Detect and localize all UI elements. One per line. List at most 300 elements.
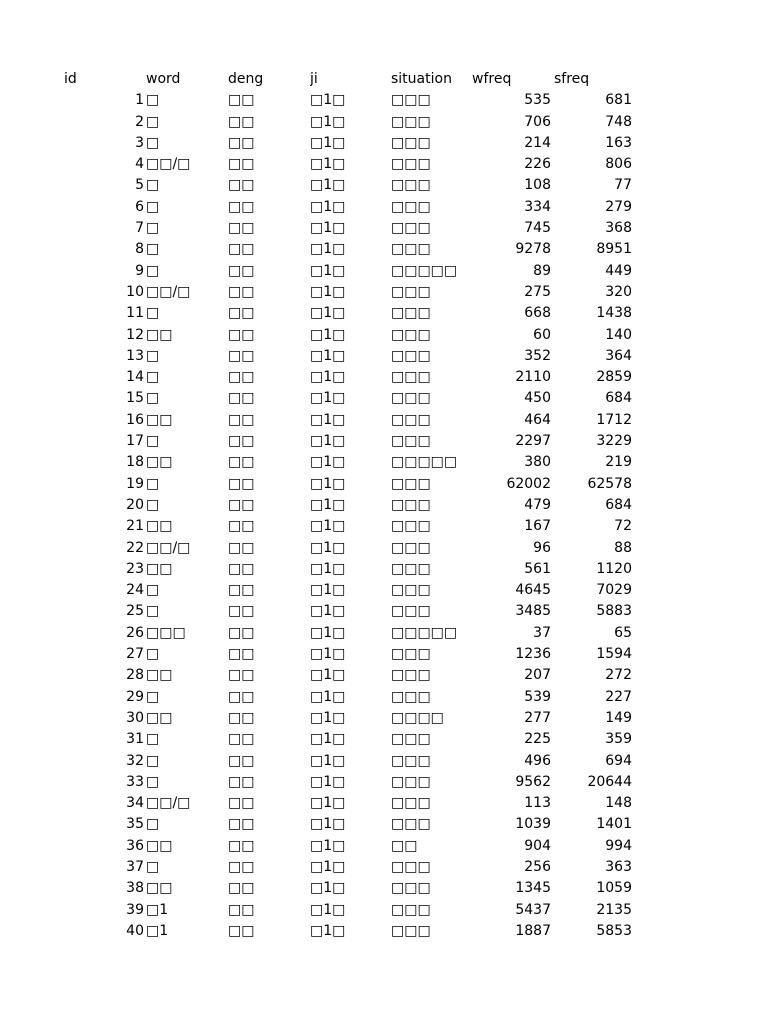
cell-word: □	[146, 347, 160, 364]
cell-wfreq: 1345	[515, 880, 551, 897]
header-id: id	[64, 71, 77, 87]
table-row	[0, 644, 768, 665]
cell-id: 22	[126, 539, 144, 556]
cell-situation: □□□	[391, 901, 431, 918]
cell-ji: □1□	[310, 390, 346, 407]
cell-ji: □1□	[310, 752, 346, 769]
header-situation: situation	[391, 71, 452, 87]
cell-ji: □1□	[310, 262, 346, 279]
cell-situation: □□□	[391, 347, 431, 364]
cell-sfreq: 806	[605, 156, 632, 173]
cell-ji: □1□	[310, 624, 346, 641]
cell-wfreq: 9562	[515, 773, 551, 790]
cell-situation: □□□	[391, 326, 431, 343]
table-row	[0, 282, 768, 303]
cell-ji: □1□	[310, 241, 346, 258]
cell-word: □1	[146, 922, 169, 939]
cell-word: □□	[146, 560, 173, 577]
cell-situation: □□□	[391, 795, 431, 812]
cell-id: 29	[126, 688, 144, 705]
cell-word: □	[146, 496, 160, 513]
cell-ji: □1□	[310, 326, 346, 343]
cell-sfreq: 1059	[596, 880, 632, 897]
cell-word: □□/□	[146, 156, 191, 173]
cell-deng: □□	[228, 582, 255, 599]
cell-ji: □1□	[310, 92, 346, 109]
cell-ji: □1□	[310, 496, 346, 513]
cell-situation: □□□	[391, 390, 431, 407]
cell-id: 39	[126, 901, 144, 918]
cell-id: 19	[126, 475, 144, 492]
cell-deng: □□	[228, 773, 255, 790]
cell-sfreq: 72	[614, 518, 632, 535]
cell-wfreq: 275	[524, 283, 551, 300]
cell-sfreq: 1594	[596, 646, 632, 663]
cell-deng: □□	[228, 262, 255, 279]
table-row	[0, 559, 768, 580]
cell-word: □□	[146, 326, 173, 343]
cell-deng: □□	[228, 667, 255, 684]
cell-word: □	[146, 582, 160, 599]
cell-word: □□□	[146, 624, 186, 641]
cell-wfreq: 334	[524, 198, 551, 215]
cell-id: 6	[135, 198, 144, 215]
cell-situation: □□□	[391, 518, 431, 535]
cell-word: □	[146, 369, 160, 386]
cell-sfreq: 994	[605, 837, 632, 854]
table-row	[0, 665, 768, 686]
cell-ji: □1□	[310, 454, 346, 471]
cell-wfreq: 60	[533, 326, 551, 343]
cell-deng: □□	[228, 795, 255, 812]
header-word: word	[146, 71, 181, 87]
cell-wfreq: 207	[524, 667, 551, 684]
cell-sfreq: 2859	[596, 369, 632, 386]
cell-ji: □1□	[310, 880, 346, 897]
cell-word: □□	[146, 518, 173, 535]
cell-wfreq: 214	[524, 134, 551, 151]
table-row	[0, 878, 768, 899]
cell-situation: □□□	[391, 411, 431, 428]
cell-wfreq: 539	[524, 688, 551, 705]
cell-id: 28	[126, 667, 144, 684]
cell-ji: □1□	[310, 709, 346, 726]
cell-id: 38	[126, 880, 144, 897]
cell-deng: □□	[228, 411, 255, 428]
cell-sfreq: 279	[605, 198, 632, 215]
cell-situation: □□□	[391, 688, 431, 705]
cell-id: 1	[135, 92, 144, 109]
cell-deng: □□	[228, 688, 255, 705]
table-row	[0, 900, 768, 921]
cell-word: □□	[146, 880, 173, 897]
cell-word: □□	[146, 411, 173, 428]
cell-situation: □□□	[391, 496, 431, 513]
cell-word: □	[146, 433, 160, 450]
cell-deng: □□	[228, 560, 255, 577]
cell-situation: □□□	[391, 283, 431, 300]
header-wfreq: wfreq	[472, 71, 512, 87]
cell-ji: □1□	[310, 539, 346, 556]
cell-wfreq: 745	[524, 220, 551, 237]
cell-sfreq: 694	[605, 752, 632, 769]
word-frequency-table	[0, 69, 768, 942]
cell-wfreq: 380	[524, 454, 551, 471]
cell-ji: □1□	[310, 134, 346, 151]
cell-sfreq: 681	[605, 92, 632, 109]
cell-deng: □□	[228, 347, 255, 364]
cell-wfreq: 561	[524, 560, 551, 577]
cell-ji: □1□	[310, 369, 346, 386]
cell-ji: □1□	[310, 922, 346, 939]
cell-id: 34	[126, 795, 144, 812]
cell-id: 31	[126, 731, 144, 748]
cell-deng: □□	[228, 475, 255, 492]
cell-deng: □□	[228, 858, 255, 875]
cell-sfreq: 77	[614, 177, 632, 194]
cell-deng: □□	[228, 177, 255, 194]
cell-sfreq: 1712	[596, 411, 632, 428]
header-deng: deng	[228, 71, 264, 87]
cell-wfreq: 37	[533, 624, 551, 641]
cell-situation: □□□	[391, 134, 431, 151]
cell-ji: □1□	[310, 433, 346, 450]
cell-wfreq: 108	[524, 177, 551, 194]
cell-wfreq: 96	[533, 539, 551, 556]
cell-deng: □□	[228, 731, 255, 748]
cell-id: 21	[126, 518, 144, 535]
cell-deng: □□	[228, 518, 255, 535]
cell-wfreq: 226	[524, 156, 551, 173]
cell-sfreq: 5883	[596, 603, 632, 620]
cell-wfreq: 225	[524, 731, 551, 748]
cell-deng: □□	[228, 433, 255, 450]
table-row	[0, 410, 768, 431]
cell-wfreq: 167	[524, 518, 551, 535]
cell-deng: □□	[228, 369, 255, 386]
cell-deng: □□	[228, 624, 255, 641]
cell-situation: □□□	[391, 369, 431, 386]
cell-sfreq: 320	[605, 283, 632, 300]
cell-ji: □1□	[310, 198, 346, 215]
cell-sfreq: 163	[605, 134, 632, 151]
cell-situation: □□□□	[391, 709, 444, 726]
cell-wfreq: 496	[524, 752, 551, 769]
table-row	[0, 772, 768, 793]
cell-sfreq: 1401	[596, 816, 632, 833]
cell-id: 3	[135, 134, 144, 151]
cell-id: 8	[135, 241, 144, 258]
cell-deng: □□	[228, 156, 255, 173]
cell-deng: □□	[228, 241, 255, 258]
cell-deng: □□	[228, 305, 255, 322]
cell-situation: □□□	[391, 922, 431, 939]
cell-id: 9	[135, 262, 144, 279]
cell-id: 15	[126, 390, 144, 407]
cell-ji: □1□	[310, 901, 346, 918]
cell-id: 35	[126, 816, 144, 833]
cell-id: 18	[126, 454, 144, 471]
table-row	[0, 857, 768, 878]
cell-id: 14	[126, 369, 144, 386]
cell-ji: □1□	[310, 475, 346, 492]
cell-ji: □1□	[310, 220, 346, 237]
cell-ji: □1□	[310, 177, 346, 194]
cell-word: □	[146, 816, 160, 833]
cell-deng: □□	[228, 220, 255, 237]
cell-ji: □1□	[310, 795, 346, 812]
cell-sfreq: 684	[605, 390, 632, 407]
cell-word: □	[146, 220, 160, 237]
cell-situation: □□□	[391, 773, 431, 790]
cell-wfreq: 3485	[515, 603, 551, 620]
cell-wfreq: 1887	[515, 922, 551, 939]
cell-wfreq: 450	[524, 390, 551, 407]
cell-situation: □□□□□	[391, 454, 458, 471]
cell-ji: □1□	[310, 518, 346, 535]
cell-ji: □1□	[310, 411, 346, 428]
cell-sfreq: 684	[605, 496, 632, 513]
table-row	[0, 687, 768, 708]
table-row	[0, 346, 768, 367]
cell-sfreq: 2135	[596, 901, 632, 918]
cell-word: □	[146, 603, 160, 620]
cell-ji: □1□	[310, 283, 346, 300]
cell-deng: □□	[228, 901, 255, 918]
cell-situation: □□□□□	[391, 262, 458, 279]
cell-sfreq: 1120	[596, 560, 632, 577]
header-sfreq: sfreq	[554, 71, 590, 87]
cell-ji: □1□	[310, 646, 346, 663]
cell-word: □	[146, 262, 160, 279]
cell-wfreq: 277	[524, 709, 551, 726]
cell-word: □	[146, 731, 160, 748]
cell-word: □	[146, 134, 160, 151]
cell-wfreq: 352	[524, 347, 551, 364]
cell-sfreq: 363	[605, 858, 632, 875]
cell-situation: □□□	[391, 92, 431, 109]
cell-wfreq: 89	[533, 262, 551, 279]
table-row	[0, 431, 768, 452]
table-row	[0, 133, 768, 154]
cell-situation: □□□	[391, 433, 431, 450]
cell-word: □□	[146, 667, 173, 684]
cell-id: 13	[126, 347, 144, 364]
cell-situation: □□□	[391, 667, 431, 684]
cell-id: 32	[126, 752, 144, 769]
cell-id: 16	[126, 411, 144, 428]
table-row	[0, 836, 768, 857]
cell-wfreq: 706	[524, 113, 551, 130]
cell-sfreq: 88	[614, 539, 632, 556]
cell-sfreq: 449	[605, 262, 632, 279]
cell-deng: □□	[228, 816, 255, 833]
cell-word: □	[146, 646, 160, 663]
table-row	[0, 112, 768, 133]
cell-id: 37	[126, 858, 144, 875]
cell-word: □	[146, 113, 160, 130]
cell-ji: □1□	[310, 603, 346, 620]
cell-situation: □□□	[391, 858, 431, 875]
cell-sfreq: 3229	[596, 433, 632, 450]
table-row	[0, 921, 768, 942]
cell-wfreq: 256	[524, 858, 551, 875]
cell-word: □	[146, 390, 160, 407]
cell-ji: □1□	[310, 305, 346, 322]
cell-word: □□	[146, 709, 173, 726]
cell-sfreq: 149	[605, 709, 632, 726]
cell-situation: □□□	[391, 177, 431, 194]
cell-situation: □□□	[391, 305, 431, 322]
cell-sfreq: 364	[605, 347, 632, 364]
table-row	[0, 90, 768, 111]
cell-deng: □□	[228, 709, 255, 726]
cell-sfreq: 368	[605, 220, 632, 237]
cell-situation: □□□	[391, 646, 431, 663]
cell-wfreq: 5437	[515, 901, 551, 918]
cell-word: □	[146, 475, 160, 492]
cell-id: 25	[126, 603, 144, 620]
cell-situation: □□□	[391, 880, 431, 897]
cell-wfreq: 904	[524, 837, 551, 854]
cell-word: □□/□	[146, 795, 191, 812]
table-row	[0, 325, 768, 346]
cell-id: 12	[126, 326, 144, 343]
cell-wfreq: 535	[524, 92, 551, 109]
cell-ji: □1□	[310, 560, 346, 577]
table-body	[0, 90, 768, 942]
cell-sfreq: 748	[605, 113, 632, 130]
cell-situation: □□□	[391, 582, 431, 599]
table-row	[0, 623, 768, 644]
cell-situation: □□	[391, 837, 418, 854]
cell-id: 4	[135, 156, 144, 173]
cell-wfreq: 2110	[515, 369, 551, 386]
cell-sfreq: 1438	[596, 305, 632, 322]
cell-deng: □□	[228, 539, 255, 556]
cell-deng: □□	[228, 922, 255, 939]
cell-id: 11	[126, 305, 144, 322]
cell-wfreq: 62002	[506, 475, 551, 492]
cell-deng: □□	[228, 752, 255, 769]
table-row	[0, 218, 768, 239]
cell-word: □1	[146, 901, 169, 918]
table-row	[0, 516, 768, 537]
cell-id: 40	[126, 922, 144, 939]
cell-sfreq: 5853	[596, 922, 632, 939]
cell-deng: □□	[228, 837, 255, 854]
cell-ji: □1□	[310, 667, 346, 684]
cell-sfreq: 65	[614, 624, 632, 641]
cell-word: □	[146, 752, 160, 769]
table-row	[0, 708, 768, 729]
cell-sfreq: 148	[605, 795, 632, 812]
cell-ji: □1□	[310, 773, 346, 790]
cell-situation: □□□□□	[391, 624, 458, 641]
table-row	[0, 729, 768, 750]
cell-deng: □□	[228, 113, 255, 130]
cell-id: 24	[126, 582, 144, 599]
cell-ji: □1□	[310, 582, 346, 599]
cell-ji: □1□	[310, 816, 346, 833]
cell-word: □	[146, 773, 160, 790]
cell-word: □□	[146, 837, 173, 854]
cell-id: 36	[126, 837, 144, 854]
cell-id: 5	[135, 177, 144, 194]
table-row	[0, 474, 768, 495]
cell-deng: □□	[228, 454, 255, 471]
cell-deng: □□	[228, 390, 255, 407]
cell-id: 10	[126, 283, 144, 300]
header-ji: ji	[310, 71, 318, 87]
cell-deng: □□	[228, 134, 255, 151]
cell-deng: □□	[228, 646, 255, 663]
cell-situation: □□□	[391, 241, 431, 258]
cell-deng: □□	[228, 603, 255, 620]
cell-wfreq: 2297	[515, 433, 551, 450]
table-row	[0, 452, 768, 473]
table-header-row	[0, 69, 768, 90]
cell-wfreq: 4645	[515, 582, 551, 599]
cell-situation: □□□	[391, 220, 431, 237]
cell-word: □	[146, 305, 160, 322]
cell-word: □	[146, 92, 160, 109]
cell-situation: □□□	[391, 475, 431, 492]
cell-situation: □□□	[391, 539, 431, 556]
cell-sfreq: 219	[605, 454, 632, 471]
table-row	[0, 197, 768, 218]
cell-situation: □□□	[391, 603, 431, 620]
cell-word: □	[146, 688, 160, 705]
cell-sfreq: 227	[605, 688, 632, 705]
cell-word: □□	[146, 454, 173, 471]
table-row	[0, 175, 768, 196]
table-row	[0, 303, 768, 324]
table-row	[0, 239, 768, 260]
cell-deng: □□	[228, 92, 255, 109]
cell-word: □□/□	[146, 283, 191, 300]
cell-sfreq: 140	[605, 326, 632, 343]
cell-id: 7	[135, 220, 144, 237]
cell-situation: □□□	[391, 731, 431, 748]
cell-sfreq: 272	[605, 667, 632, 684]
cell-situation: □□□	[391, 198, 431, 215]
cell-ji: □1□	[310, 731, 346, 748]
cell-ji: □1□	[310, 837, 346, 854]
cell-wfreq: 1236	[515, 646, 551, 663]
table-row	[0, 367, 768, 388]
cell-word: □	[146, 858, 160, 875]
cell-situation: □□□	[391, 816, 431, 833]
cell-deng: □□	[228, 283, 255, 300]
cell-ji: □1□	[310, 113, 346, 130]
cell-wfreq: 113	[524, 795, 551, 812]
cell-ji: □1□	[310, 347, 346, 364]
cell-wfreq: 9278	[515, 241, 551, 258]
cell-deng: □□	[228, 496, 255, 513]
table-row	[0, 751, 768, 772]
cell-id: 27	[126, 646, 144, 663]
table-row	[0, 601, 768, 622]
cell-ji: □1□	[310, 156, 346, 173]
cell-wfreq: 479	[524, 496, 551, 513]
cell-situation: □□□	[391, 156, 431, 173]
cell-sfreq: 62578	[587, 475, 632, 492]
table-row	[0, 814, 768, 835]
cell-word: □□/□	[146, 539, 191, 556]
cell-id: 26	[126, 624, 144, 641]
cell-word: □	[146, 198, 160, 215]
